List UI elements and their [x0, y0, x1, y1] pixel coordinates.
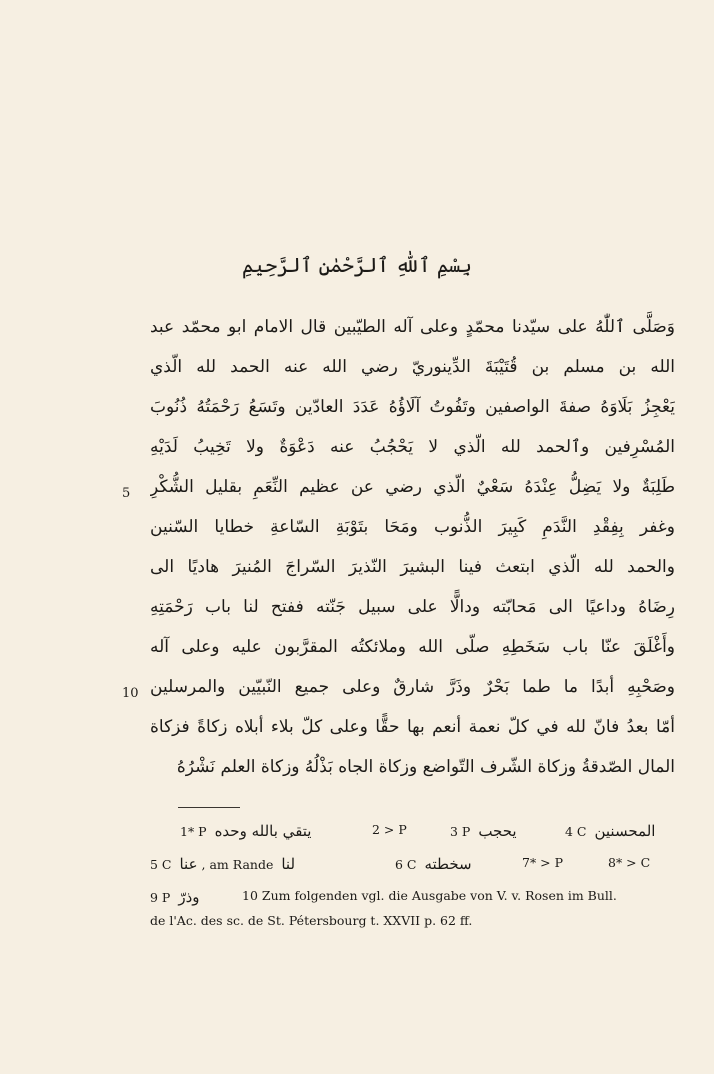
footnote [150, 855, 299, 873]
text-line: وصَحْبِهِ أبدًا ما طما بَحْرٌ وذَرَّ شارقٌ وعلى جميع النّبيّين والمرسلين [150, 677, 675, 697]
text-line: المُسْرِفين وٱلحمد لله الّذي لا يَحْجُبُ عنه دَعْوَةٌ ولا تَخِيبُ لَدَيْهِ [150, 437, 675, 457]
footnote-separator [178, 807, 240, 808]
text-line: الله بن مسلم بن قُتَيْبَةَ الدِّينوريّ رضي الله عنه الحمد لله الّذي [150, 357, 675, 377]
footnote-ref: 7* > P [522, 855, 564, 870]
footnote-variant: وذرّ [178, 888, 200, 906]
footnote-text: 10 Zum folgenden vgl. die Ausgabe von V. v. Rosen im Bull. [242, 888, 617, 903]
text-line: وَصَلَّى ٱللّٰهُ على سيّدنا محمّدٍ وعلى آله الطيّبين قال الامام ابو محمّد عبد [150, 317, 675, 337]
text-line: المال الصّدقةُ وزكاة الشّرف التّواضع وزكاة الجاه بَذْلُهُ وزكاة العلم نَشْرُهُ [176, 757, 675, 777]
footnote [372, 822, 407, 837]
text-line: رِضَاهُ وداعيًا الى مَحابّته ودالًّا على سبيل جَنّته ففتح لنا باب رَحْمَتِهِ [150, 597, 675, 617]
arabic-main-text [150, 307, 675, 787]
margin-line-number: 5 [122, 486, 131, 501]
footnote-ref: 1* P [180, 824, 207, 839]
footnote-variant: لنا [281, 855, 296, 873]
text-line: أمّا بعدُ فانّ لله في كلّ نعمة أنعم بها حقًّا وعلى كلّ بلاء أبلاه زكاةً فزكاة [150, 717, 675, 737]
text-line: وغفر بِفِقْدِ النَّدَمِ كَبِيرَ الذُّنوب ومَحَا بتَوْبَةِ السّاعةِ خطايا السّنين [150, 517, 675, 537]
footnote-variant: المحسنين [594, 822, 656, 840]
footnote [450, 822, 521, 840]
footnote [395, 855, 476, 873]
margin-line-number: 10 [122, 686, 139, 701]
footnote-ref: 9 P [150, 890, 171, 905]
footnote-ref: 2 > P [372, 822, 407, 837]
footnotes [150, 822, 680, 921]
footnote [150, 888, 204, 906]
footnote-ref: 5 C [150, 857, 172, 872]
footnote-ref: 8* > C [608, 855, 651, 870]
footnote [522, 855, 563, 870]
footnote [242, 888, 617, 903]
footnote [608, 855, 650, 870]
footnote [180, 822, 315, 840]
footnote-variant: يحجب [478, 822, 517, 840]
footnote-row [150, 855, 680, 888]
basmala-heading: بِسْمِ ٱللّٰهِ ٱلرَّحْمٰنِ ٱلرَّحِيمِ [241, 253, 472, 277]
text-line: والحمد لله الّذي ابتعث فينا البشيرَ النّذيرَ السّراجَ المُنيرَ هاديًا الى [150, 557, 675, 577]
footnote-continuation: de l'Ac. des sc. de St. Pétersbourg t. XXVII p. 62 ff. [150, 913, 473, 928]
footnote-variant: يتقي بالله وحده [214, 822, 312, 840]
footnote-ref: 6 C [395, 857, 417, 872]
footnote-ref: 4 C [565, 824, 587, 839]
text-line: يَعْجِزُ بَلَاوَهُ صفةَ الواصفين وتَفُوتُ آلَاؤُهُ عَدَدَ العادّين وتَسَعُ رَحْمَتُهُ ذُنُوبَ [150, 397, 675, 417]
footnote-row [150, 822, 680, 855]
footnote-variant: سخطته [424, 855, 472, 873]
footnote-remark: , am Rande [201, 857, 274, 872]
text-line: وأَغْلَقَ عنّا باب سَخَطِهِ صلّى الله وملائكتُه المقرَّبون عليه وعلى آله [150, 637, 675, 657]
footnote-variant: عنا [179, 855, 198, 873]
text-line: طَلِبَةٌ ولا يَضِلُّ عِنْدَهُ سَعْيٌ الّذي رضي عن عظيم النِّعَمِ بقليل الشُّكْرِ [150, 477, 675, 497]
footnote [565, 822, 659, 840]
footnote-ref: 3 P [450, 824, 471, 839]
